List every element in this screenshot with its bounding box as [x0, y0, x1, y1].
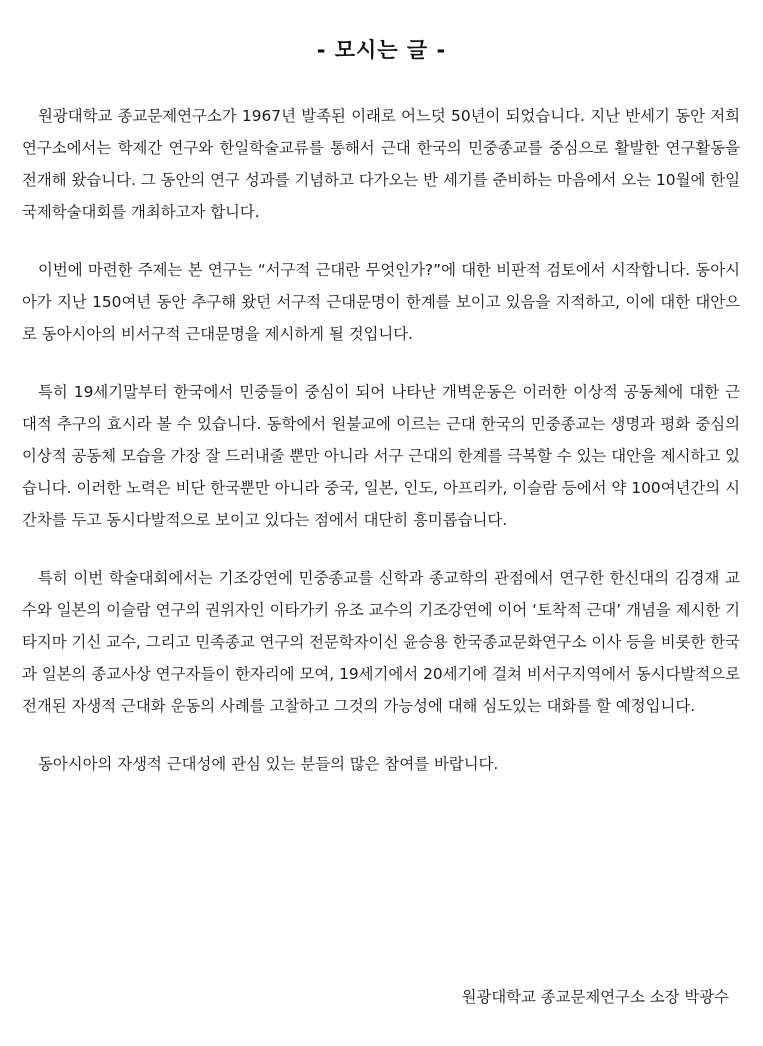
paragraph-closing: 동아시아의 자생적 근대성에 관심 있는 분들의 많은 참여를 바랍니다. — [38, 755, 499, 773]
paragraph-gaebyeok-movement: 특히 19세기말부터 한국에서 민중들이 중심이 되어 나타난 개벽운동은 이러한 이상적 공동체에 대한 근대적 추구의 효시라 볼 수 있습니다. 동학에서 원불교에 이르는 근대 한국의 민중종교는 생명과 평화 중심의 이상적 공동체 모습을 가장 잘 드러내줄 뿐만 아니라 서구 근대의 한계를 극복할 수 있는 대안을 제시하고 있습니다. 이러한 노력은 비단 한국뿐만 아니라 중국, 일본, 인도, 아프리카, 이슬람 등에서 약 100여년간의 시간차를 두고 동시다발적으로 보이고 있다는 점에서 대단히 흥미롭습니다. — [22, 383, 740, 529]
letter-title: - 모시는 글 - — [316, 38, 447, 62]
paragraph-conference-speakers: 특히 이번 학술대회에서는 기조강연에 민중종교를 신학과 종교학의 관점에서 연구한 한신대의 김경재 교수와 일본의 이슬람 연구의 권위자인 이타가키 유조 교수의 기조강연에 이어 ‘토착적 근대’ 개념을 제시한 기타지마 기신 교수, 그리고 민족종교 연구의 전문학자이신 윤승용 한국종교문화연구소 이사 등을 비롯한 한국과 일본의 종교사상 연구자들이 한자리에 모여, 19세기에서 20세기에 걸쳐 비서구지역에서 동시다발적으로 전개된 자생적 근대화 운동의 사례를 고찰하고 그것의 가능성에 대해 심도있는 대화를 할 예정입니다. — [22, 569, 740, 715]
letter-body — [22, 100, 740, 806]
paragraph-intro: 원광대학교 종교문제연구소가 1967년 발족된 이래로 어느덧 50년이 되었습니다. 지난 반세기 동안 저희 연구소에서는 학제간 연구와 한일학술교류를 통해서 근대 한국의 민중종교를 중심으로 활발한 연구활동을 전개해 왔습니다. 그 동안의 연구 성과를 기념하고 다가오는 반 세기를 준비하는 마음에서 오는 10월에 한일국제학술대회를 개최하고자 합니다. — [22, 107, 740, 221]
letter-signature: 원광대학교 종교문제연구소 소장 박광수 — [461, 988, 729, 1006]
paragraph-theme: 이번에 마련한 주제는 본 연구는 “서구적 근대란 무엇인가?”에 대한 비판적 검토에서 시작합니다. 동아시아가 지난 150여년 동안 추구해 왔던 서구적 근대문명이 한계를 보이고 있음을 지적하고, 이에 대한 대안으로 동아시아의 비서구적 근대문명을 제시하게 될 것입니다. — [22, 261, 740, 343]
